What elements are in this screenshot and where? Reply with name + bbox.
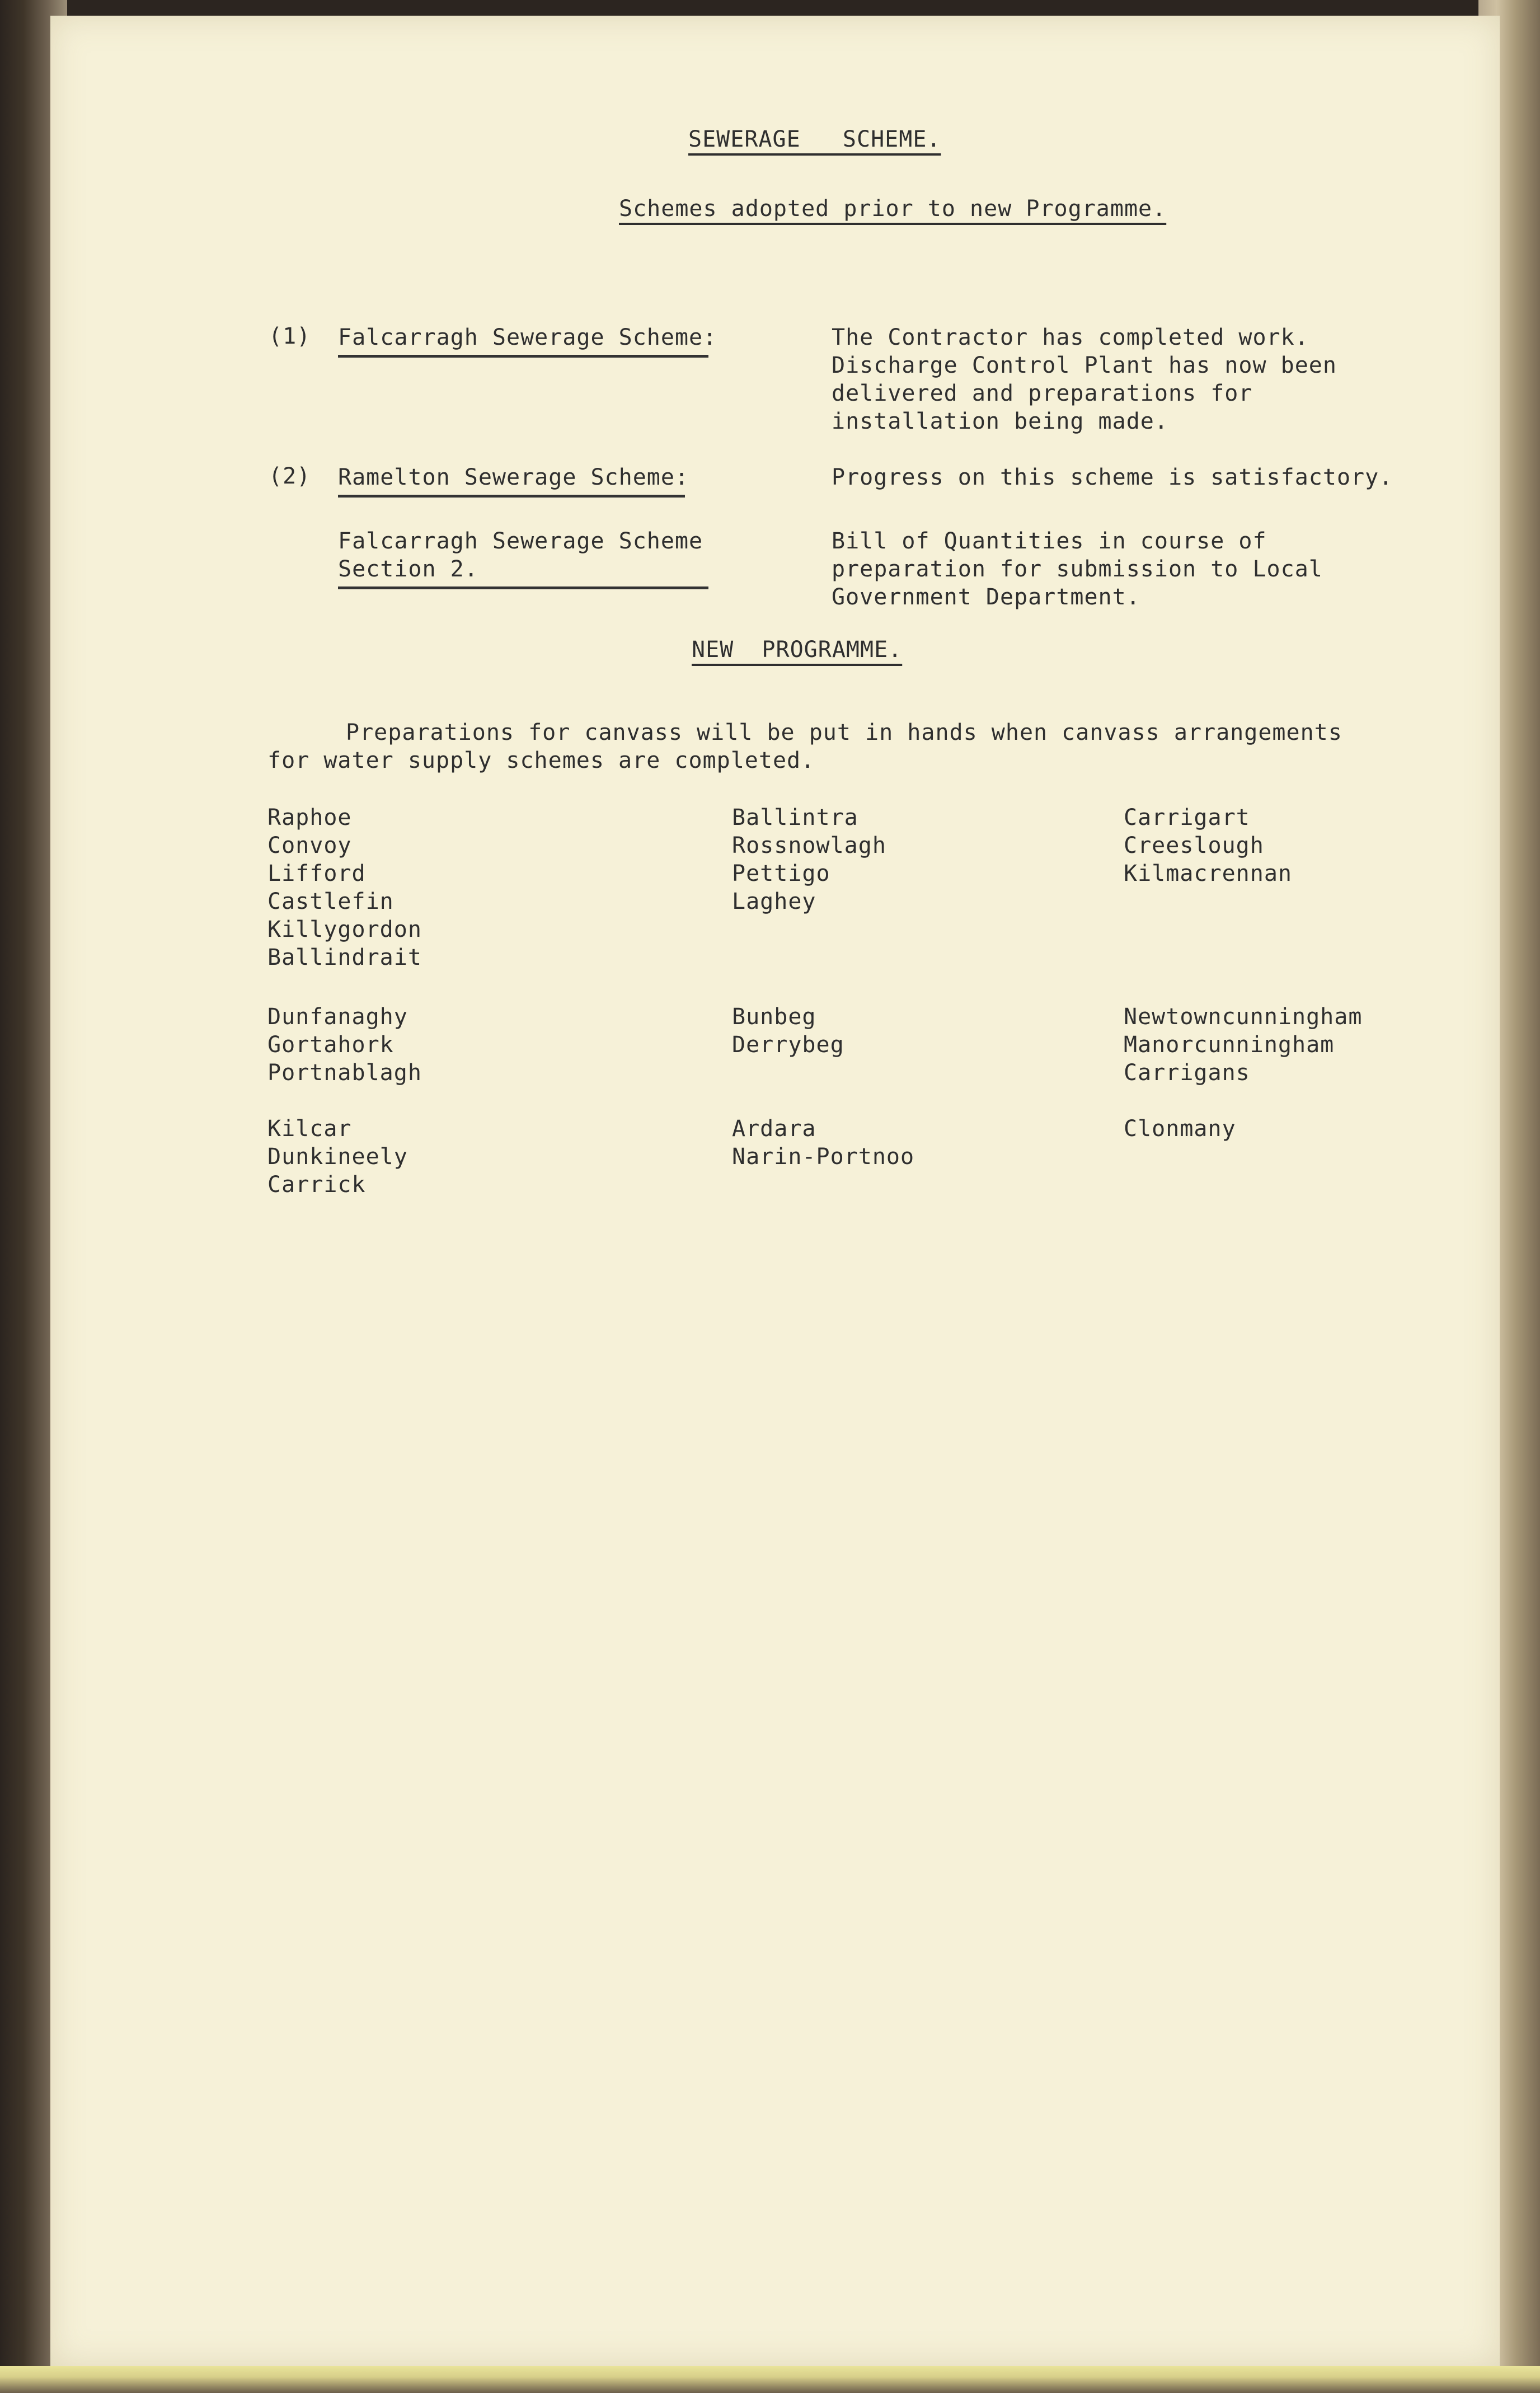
place-name: Carrick: [267, 1172, 366, 1198]
page-title: SEWERAGE SCHEME.: [688, 126, 941, 152]
place-name: Portnablagh: [267, 1060, 422, 1086]
item-status-3: [832, 527, 1323, 611]
place-list-group-2-col-3: [1124, 1003, 1362, 1087]
item-status-2: Progress on this scheme is satisfactory.: [832, 464, 1393, 490]
place-name: Gortahork: [267, 1032, 394, 1058]
place-list-group-1-col-2: [732, 804, 886, 916]
new-programme-paragraph: [267, 719, 1342, 775]
place-list-group-3-col-2: [732, 1115, 914, 1171]
item-name-line: Falcarragh Sewerage Scheme: [338, 528, 703, 554]
place-name: Bunbeg: [732, 1004, 816, 1030]
place-name: Narin-Portnoo: [732, 1144, 915, 1170]
place-name: Ballintra: [732, 805, 858, 830]
place-name: Ardara: [732, 1116, 816, 1142]
item-name-2-underline: [338, 495, 685, 498]
place-name: Rossnowlagh: [732, 833, 886, 858]
place-name: Creeslough: [1124, 833, 1264, 858]
place-name: Convoy: [267, 833, 352, 858]
place-name: Ballindrait: [267, 945, 422, 970]
item-name-1: Falcarragh Sewerage Scheme:: [338, 325, 717, 350]
place-name: Carrigans: [1124, 1060, 1250, 1086]
paragraph-line: Preparations for canvass will be put in hands when canvass arrangements: [346, 720, 1342, 745]
status-line: The Contractor has completed work.: [832, 325, 1309, 350]
place-name: Dunkineely: [267, 1144, 408, 1170]
place-name: Kilcar: [267, 1116, 352, 1142]
place-name: Dunfanaghy: [267, 1004, 408, 1030]
typed-page: [50, 16, 1500, 2366]
place-name: Kilmacrennan: [1124, 861, 1292, 886]
item-number-1: (1): [269, 323, 311, 349]
item-name-3-underline: [338, 586, 708, 589]
status-line: installation being made.: [832, 409, 1168, 434]
item-name-1-underline: [338, 355, 708, 358]
place-name: Manorcunningham: [1124, 1032, 1335, 1058]
place-list-group-3-col-3: [1124, 1115, 1236, 1143]
place-list-group-1-col-1: [267, 804, 422, 972]
place-list-group-2-col-1: [267, 1003, 422, 1087]
status-line: delivered and preparations for: [832, 381, 1253, 406]
status-line: Government Department.: [832, 584, 1140, 610]
status-line: preparation for submission to Local: [832, 556, 1323, 582]
place-name: Derrybeg: [732, 1032, 844, 1058]
place-list-group-2-col-2: [732, 1003, 844, 1059]
page-bottom-edge: [0, 2366, 1540, 2393]
item-name-3: [338, 527, 703, 583]
place-name: Carrigart: [1124, 805, 1250, 830]
place-name: Raphoe: [267, 805, 352, 830]
paragraph-line: for water supply schemes are completed.: [267, 748, 815, 773]
place-name: Clonmany: [1124, 1116, 1236, 1142]
item-status-1: [832, 323, 1337, 435]
place-name: Pettigo: [732, 861, 830, 886]
place-name: Laghey: [732, 889, 816, 914]
status-line: Discharge Control Plant has now been: [832, 353, 1337, 378]
item-name-2: Ramelton Sewerage Scheme:: [338, 464, 689, 490]
place-list-group-3-col-1: [267, 1115, 408, 1199]
new-programme-heading: NEW PROGRAMME.: [692, 637, 903, 663]
place-name: Newtowncunningham: [1124, 1004, 1363, 1030]
page-subtitle: Schemes adopted prior to new Programme.: [619, 196, 1167, 222]
place-list-group-1-col-3: [1124, 804, 1292, 888]
place-name: Castlefin: [267, 889, 394, 914]
item-name-line: Section 2.: [338, 556, 478, 582]
place-name: Lifford: [267, 861, 366, 886]
item-number-2: (2): [269, 463, 311, 489]
place-name: Killygordon: [267, 917, 422, 942]
status-line: Bill of Quantities in course of: [832, 528, 1267, 554]
